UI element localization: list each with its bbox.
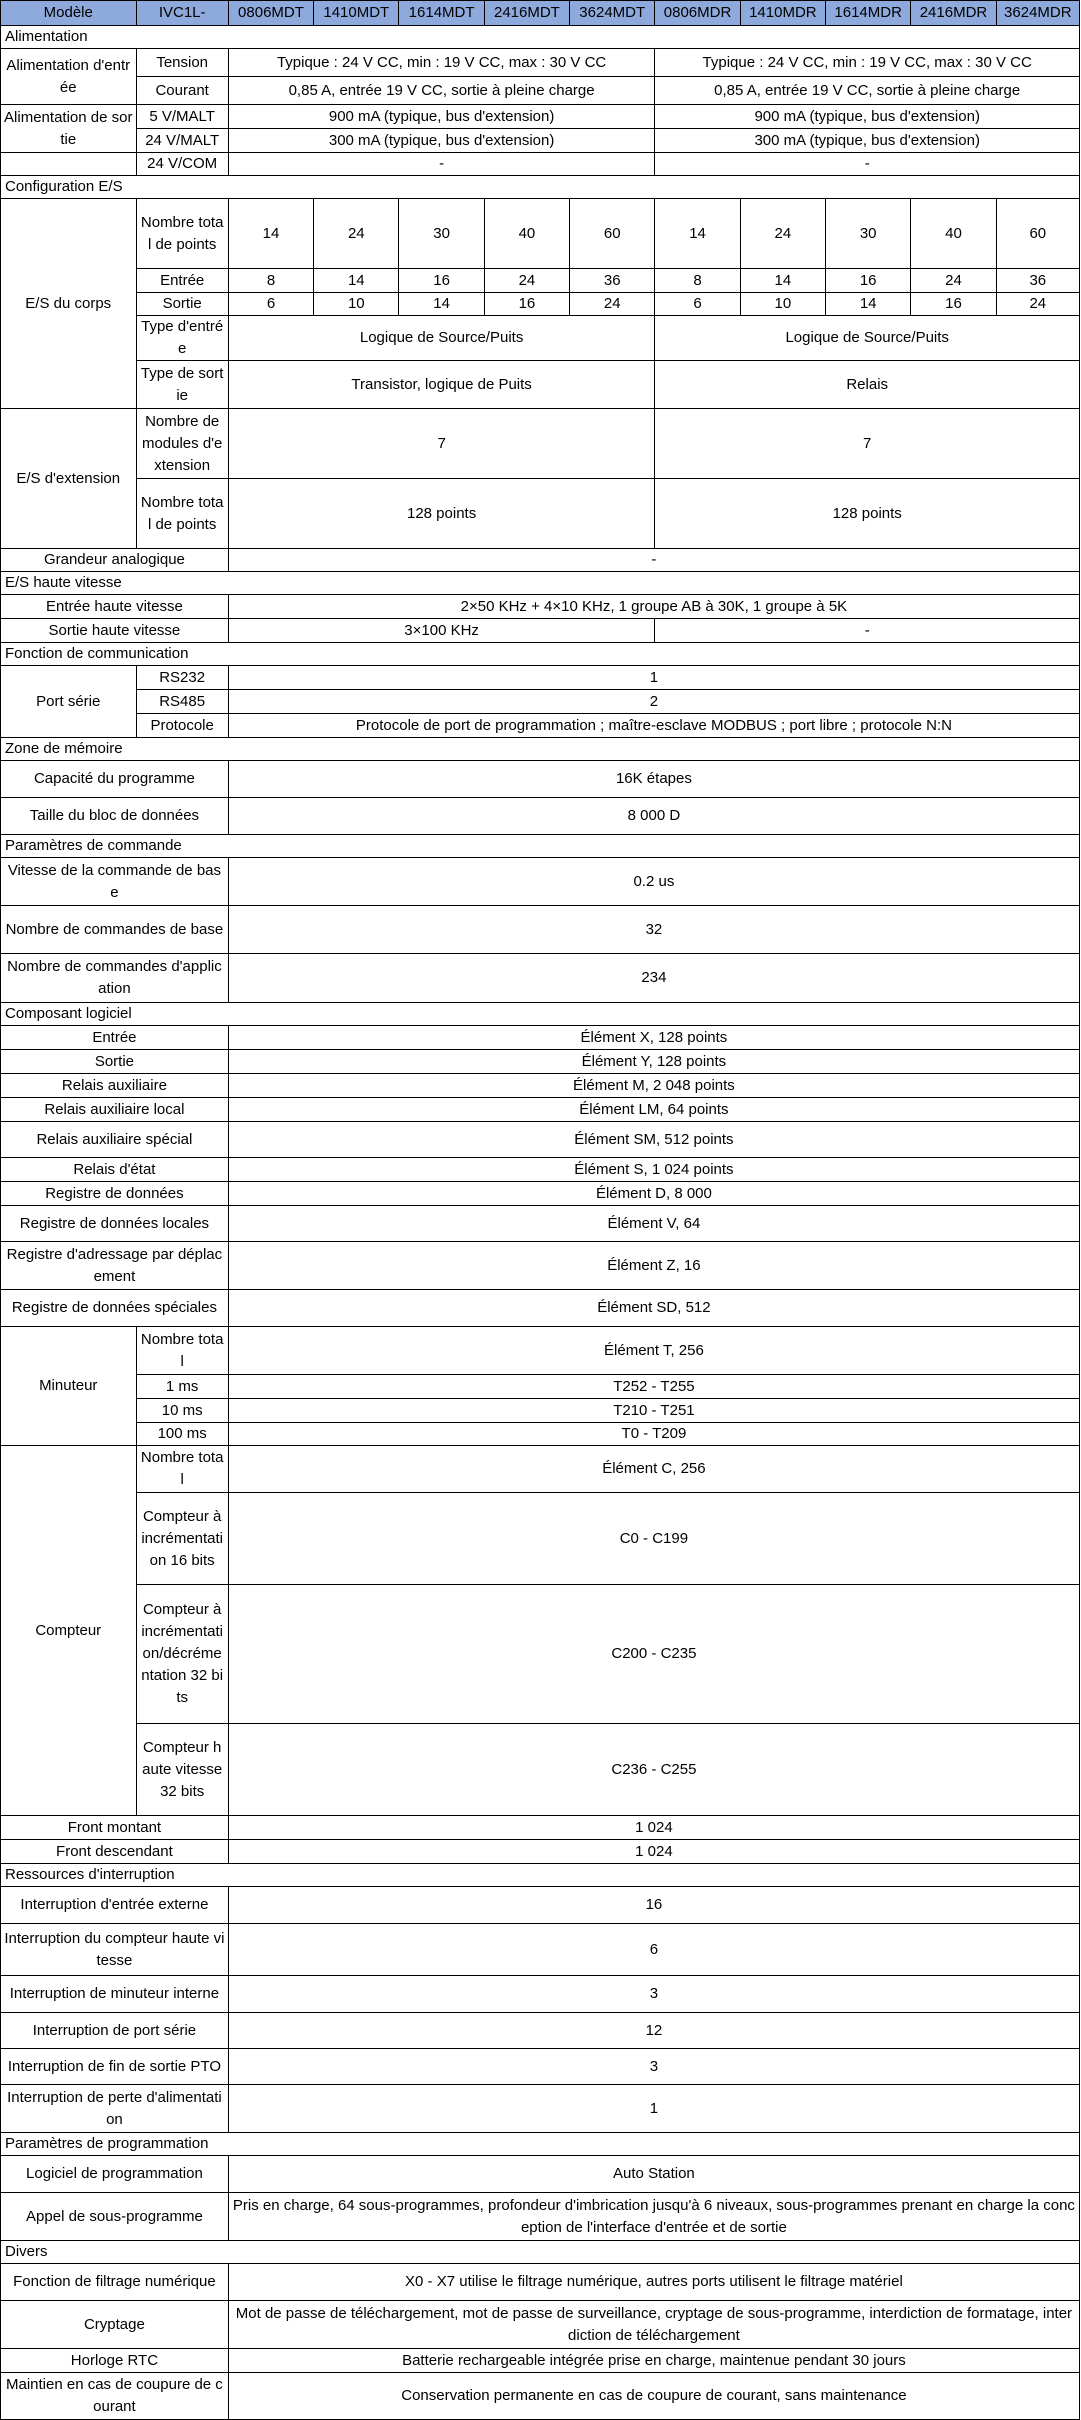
section-software: Composant logiciel (1, 1003, 1080, 1026)
counter-hs-value: C236 - C255 (228, 1724, 1079, 1816)
rs232-value: 1 (228, 666, 1079, 690)
v24-value-mdr: 300 mA (typique, bus d'extension) (655, 129, 1080, 153)
counter-16-label: Compteur à incrémentation 16 bits (136, 1493, 228, 1585)
filter-value: X0 - X7 utilise le filtrage numérique, autres ports utilisent le filtrage matériel (228, 2264, 1079, 2301)
output-count: 16 (484, 293, 569, 316)
power-input-label: Alimentation d'entrée (1, 49, 137, 105)
output-count-label: Sortie (136, 293, 228, 316)
com-value-mdt: - (228, 153, 655, 176)
input-type-mdt: Logique de Source/Puits (228, 316, 655, 361)
sw-value: Élément S, 1 024 points (228, 1158, 1079, 1182)
rtc-label: Horloge RTC (1, 2349, 229, 2373)
timer-total-value: Élément T, 256 (228, 1327, 1079, 1375)
counter-16-value: C0 - C199 (228, 1493, 1079, 1585)
interrupt-label: Interruption de perte d'alimentation (1, 2085, 229, 2133)
tension-value-mdt: Typique : 24 V CC, min : 19 V CC, max : 30 V CC (228, 49, 655, 77)
cmd-basic-value: 32 (228, 906, 1079, 954)
cmd-app-value: 234 (228, 954, 1079, 1003)
input-type-label: Type d'entrée (136, 316, 228, 361)
input-count: 8 (655, 269, 740, 293)
cmd-speed-label: Vitesse de la commande de base (1, 858, 229, 906)
total-points: 24 (740, 199, 825, 269)
timer-100ms-value: T0 - T209 (228, 1423, 1079, 1446)
output-count: 14 (399, 293, 484, 316)
model-name: 3624MDR (996, 1, 1079, 26)
sw-label: Registre de données locales (1, 1206, 229, 1242)
protocol-value: Protocole de port de programmation ; maître-esclave MODBUS ; port libre ; protocole N:N (228, 714, 1079, 738)
ext-points-label: Nombre total de points (136, 479, 228, 549)
counter-label: Compteur (1, 1446, 137, 1816)
crypt-label: Cryptage (1, 2301, 229, 2349)
com-label: 24 V/COM (136, 153, 228, 176)
hs-output-mdr: - (655, 619, 1080, 643)
com-value-mdr: - (655, 153, 1080, 176)
v24-label: 24 V/MALT (136, 129, 228, 153)
hs-output-label: Sortie haute vitesse (1, 619, 229, 643)
sw-value: Élément Y, 128 points (228, 1050, 1079, 1074)
power-hold-label: Maintien en cas de coupure de courant (1, 2373, 229, 2420)
model-name: 3624MDT (570, 1, 655, 26)
sw-value: Élément SD, 512 (228, 1290, 1079, 1327)
sw-label: Registre d'adressage par déplacement (1, 1242, 229, 1290)
interrupt-label: Interruption de minuteur interne (1, 1976, 229, 2013)
subroutine-value: Pris en charge, 64 sous-programmes, profondeur d'imbrication jusqu'à 6 niveaux, sous-programmes prenant en charge la conception de l'interface d'entrée et de sortie (228, 2193, 1079, 2241)
falling-edge-label: Front descendant (1, 1840, 229, 1864)
cmd-app-label: Nombre de commandes d'application (1, 954, 229, 1003)
output-count: 24 (570, 293, 655, 316)
section-command: Paramètres de commande (1, 835, 1080, 858)
output-count: 14 (826, 293, 911, 316)
interrupt-value: 3 (228, 2049, 1079, 2085)
input-count: 36 (570, 269, 655, 293)
input-count: 16 (399, 269, 484, 293)
total-points: 40 (911, 199, 996, 269)
timer-10ms-value: T210 - T251 (228, 1399, 1079, 1423)
timer-label: Minuteur (1, 1327, 137, 1446)
cmd-speed-value: 0.2 us (228, 858, 1079, 906)
current-value-mdr: 0,85 A, entrée 19 V CC, sortie à pleine charge (655, 77, 1080, 105)
interrupt-label: Interruption de port série (1, 2013, 229, 2049)
sw-label: Entrée (1, 1026, 229, 1050)
sw-label: Sortie (1, 1050, 229, 1074)
crypt-value: Mot de passe de téléchargement, mot de passe de surveillance, cryptage de sous-programme, interdiction de formatage, interdiction de téléchargement (228, 2301, 1079, 2349)
sw-value: Élément D, 8 000 (228, 1182, 1079, 1206)
power-hold-value: Conservation permanente en cas de coupure de courant, sans maintenance (228, 2373, 1079, 2420)
interrupt-label: Interruption de fin de sortie PTO (1, 2049, 229, 2085)
interrupt-value: 16 (228, 1887, 1079, 1924)
ext-modules-mdt: 7 (228, 409, 655, 479)
total-points-label: Nombre total de points (136, 199, 228, 269)
input-count: 8 (228, 269, 313, 293)
output-type-mdt: Transistor, logique de Puits (228, 361, 655, 409)
sw-value: Élément X, 128 points (228, 1026, 1079, 1050)
output-type-mdr: Relais (655, 361, 1080, 409)
input-type-mdr: Logique de Source/Puits (655, 316, 1080, 361)
interrupt-value: 1 (228, 2085, 1079, 2133)
sw-value: Élément SM, 512 points (228, 1122, 1079, 1158)
protocol-label: Protocole (136, 714, 228, 738)
input-count: 16 (826, 269, 911, 293)
v5-value-mdt: 900 mA (typique, bus d'extension) (228, 105, 655, 129)
subroutine-label: Appel de sous-programme (1, 2193, 229, 2241)
ext-points-mdt: 128 points (228, 479, 655, 549)
model-name: 2416MDR (911, 1, 996, 26)
hs-input-value: 2×50 KHz + 4×10 KHz, 1 groupe AB à 30K, 1 groupe à 5K (228, 595, 1079, 619)
total-points: 30 (826, 199, 911, 269)
sw-value: Élément V, 64 (228, 1206, 1079, 1242)
total-points: 14 (655, 199, 740, 269)
sw-label: Relais d'état (1, 1158, 229, 1182)
section-programming: Paramètres de programmation (1, 2133, 1080, 2156)
section-comm: Fonction de communication (1, 643, 1080, 666)
analog-label: Grandeur analogique (1, 549, 229, 572)
total-points: 40 (484, 199, 569, 269)
input-count: 24 (484, 269, 569, 293)
prog-software-value: Auto Station (228, 2156, 1079, 2193)
program-capacity-value: 16K étapes (228, 761, 1079, 798)
timer-10ms-label: 10 ms (136, 1399, 228, 1423)
rs485-value: 2 (228, 690, 1079, 714)
power-output-label: Alimentation de sortie (1, 105, 137, 153)
sw-value: Élément Z, 16 (228, 1242, 1079, 1290)
output-count: 10 (740, 293, 825, 316)
sw-label: Relais auxiliaire spécial (1, 1122, 229, 1158)
model-name: 1614MDR (826, 1, 911, 26)
sw-label: Registre de données spéciales (1, 1290, 229, 1327)
model-name: 1614MDT (399, 1, 484, 26)
rs232-label: RS232 (136, 666, 228, 690)
input-count-label: Entrée (136, 269, 228, 293)
counter-hs-label: Compteur haute vitesse 32 bits (136, 1724, 228, 1816)
sw-value: Élément M, 2 048 points (228, 1074, 1079, 1098)
ext-points-mdr: 128 points (655, 479, 1080, 549)
rising-edge-label: Front montant (1, 1816, 229, 1840)
rs485-label: RS485 (136, 690, 228, 714)
interrupt-label: Interruption d'entrée externe (1, 1887, 229, 1924)
section-interrupt: Ressources d'interruption (1, 1864, 1080, 1887)
counter-total-label: Nombre total (136, 1446, 228, 1493)
io-ext-label: E/S d'extension (1, 409, 137, 549)
model-label: Modèle (1, 1, 137, 26)
model-prefix: IVC1L- (136, 1, 228, 26)
data-block-value: 8 000 D (228, 798, 1079, 835)
model-name: 1410MDT (314, 1, 399, 26)
input-count: 36 (996, 269, 1079, 293)
section-high-speed: E/S haute vitesse (1, 572, 1080, 595)
data-block-label: Taille du bloc de données (1, 798, 229, 835)
input-count: 14 (740, 269, 825, 293)
analog-value: - (228, 549, 1079, 572)
io-body-label: E/S du corps (1, 199, 137, 409)
ext-modules-mdr: 7 (655, 409, 1080, 479)
output-count: 6 (228, 293, 313, 316)
hs-output-mdt: 3×100 KHz (228, 619, 655, 643)
v24-value-mdt: 300 mA (typique, bus d'extension) (228, 129, 655, 153)
header-row (1, 1, 1080, 26)
current-label: Courant (136, 77, 228, 105)
timer-100ms-label: 100 ms (136, 1423, 228, 1446)
hs-input-label: Entrée haute vitesse (1, 595, 229, 619)
total-points: 60 (570, 199, 655, 269)
model-name: 0806MDR (655, 1, 740, 26)
timer-1ms-label: 1 ms (136, 1375, 228, 1399)
output-count: 10 (314, 293, 399, 316)
model-name: 0806MDT (228, 1, 313, 26)
tension-label: Tension (136, 49, 228, 77)
total-points: 60 (996, 199, 1079, 269)
total-points: 30 (399, 199, 484, 269)
current-value-mdt: 0,85 A, entrée 19 V CC, sortie à pleine charge (228, 77, 655, 105)
total-points: 24 (314, 199, 399, 269)
interrupt-value: 6 (228, 1924, 1079, 1976)
output-type-label: Type de sortie (136, 361, 228, 409)
rtc-value: Batterie rechargeable intégrée prise en charge, maintenue pendant 30 jours (228, 2349, 1079, 2373)
interrupt-value: 3 (228, 1976, 1079, 2013)
section-misc: Divers (1, 2241, 1080, 2264)
prog-software-label: Logiciel de programmation (1, 2156, 229, 2193)
v5-value-mdr: 900 mA (typique, bus d'extension) (655, 105, 1080, 129)
output-count: 6 (655, 293, 740, 316)
output-count: 24 (996, 293, 1079, 316)
sw-label: Relais auxiliaire local (1, 1098, 229, 1122)
timer-1ms-value: T252 - T255 (228, 1375, 1079, 1399)
tension-value-mdr: Typique : 24 V CC, min : 19 V CC, max : 30 V CC (655, 49, 1080, 77)
output-count: 16 (911, 293, 996, 316)
section-power: Alimentation (1, 26, 1080, 49)
counter-total-value: Élément C, 256 (228, 1446, 1079, 1493)
program-capacity-label: Capacité du programme (1, 761, 229, 798)
sw-label: Relais auxiliaire (1, 1074, 229, 1098)
total-points: 14 (228, 199, 313, 269)
timer-total-label: Nombre total (136, 1327, 228, 1375)
filter-label: Fonction de filtrage numérique (1, 2264, 229, 2301)
rising-edge-value: 1 024 (228, 1816, 1079, 1840)
section-memory: Zone de mémoire (1, 738, 1080, 761)
falling-edge-value: 1 024 (228, 1840, 1079, 1864)
sw-value: Élément LM, 64 points (228, 1098, 1079, 1122)
counter-32-label: Compteur à incrémentation/décrémentation 32 bits (136, 1585, 228, 1724)
v5-label: 5 V/MALT (136, 105, 228, 129)
model-name: 2416MDT (484, 1, 569, 26)
serial-port-label: Port série (1, 666, 137, 738)
input-count: 14 (314, 269, 399, 293)
interrupt-value: 12 (228, 2013, 1079, 2049)
model-name: 1410MDR (740, 1, 825, 26)
section-io: Configuration E/S (1, 176, 1080, 199)
sw-label: Registre de données (1, 1182, 229, 1206)
counter-32-value: C200 - C235 (228, 1585, 1079, 1724)
input-count: 24 (911, 269, 996, 293)
cmd-basic-label: Nombre de commandes de base (1, 906, 229, 954)
ext-modules-label: Nombre de modules d'extension (136, 409, 228, 479)
interrupt-label: Interruption du compteur haute vitesse (1, 1924, 229, 1976)
